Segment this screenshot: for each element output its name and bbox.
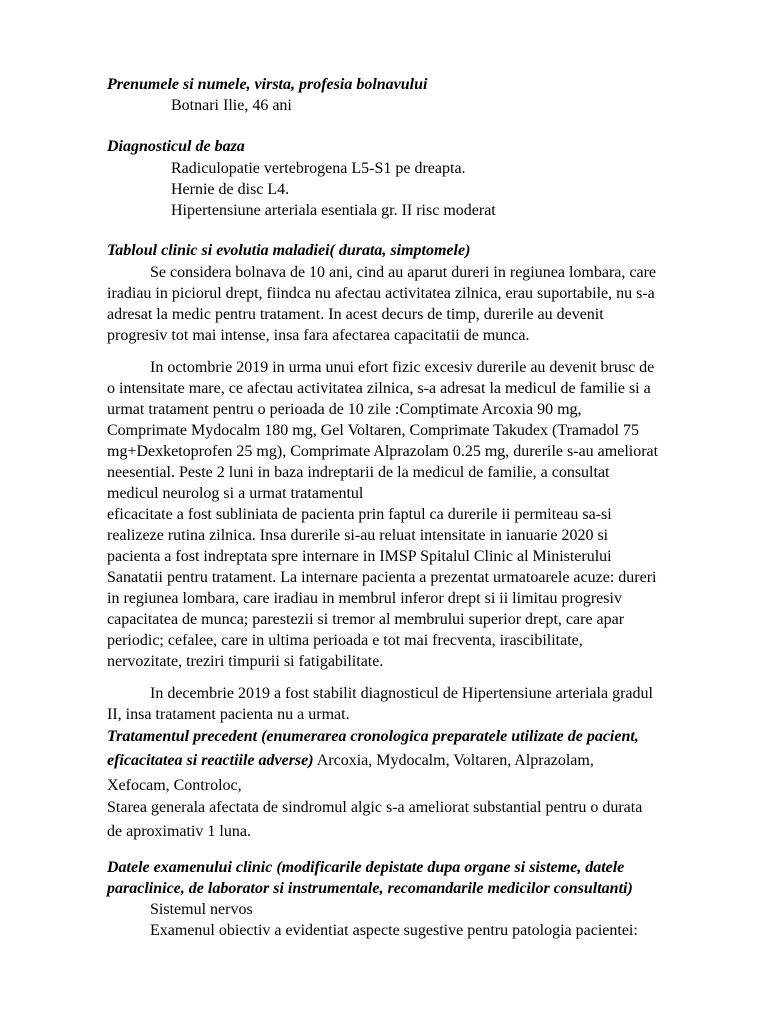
- clinical-text-line: mg+Dexketoprofen 25 mg), Comprimate Alprazolam 0.25 mg, durerile s-au ameliorat: [107, 443, 659, 460]
- clinical-text-line: nervozitate, treziri timpurii si fatigabilitate.: [107, 653, 384, 670]
- clinical-text-line: eficacitate a fost subliniata de pacienta prin faptul ca durerile ii permiteau sa-si: [107, 506, 612, 523]
- diagnosis-line: Hernie de disc L4.: [171, 181, 290, 198]
- clinical-text-line: medicul neurolog si a urmat tratamentul: [107, 485, 364, 502]
- clinical-text-line: pacienta a fost indreptata spre internare in IMSP Spitalul Clinic al Ministerului: [107, 548, 612, 565]
- treatment-text-line: de aproximativ 1 luna.: [107, 823, 251, 840]
- clinical-text-line: In decembrie 2019 a fost stabilit diagnosticul de Hipertensiune arteriala gradul: [150, 685, 653, 702]
- treatment-drug-list: Arcoxia, Mydocalm, Voltaren, Alprazolam,: [313, 752, 594, 769]
- clinical-text-line: Comprimate Mydocalm 180 mg, Gel Voltaren, Comprimate Takudex (Tramadol 75: [107, 422, 639, 439]
- clinical-text-line: iradiau in piciorul drept, fiindca nu afectau activitatea zilnica, erau suportabile, nu s-a: [107, 285, 655, 302]
- clinical-text-line: Se considera bolnava de 10 ani, cind au aparut dureri in regiunea lombara, care: [150, 264, 657, 281]
- exam-heading: Datele examenului clinic (modificarile depistate dupa organe si sisteme, datele: [107, 859, 625, 876]
- clinical-text-line: adresat la medic pentru tratament. In acest decurs de timp, durerile au devenit: [107, 306, 604, 323]
- clinical-text-line: neesential. Peste 2 luni in baza indreptarii de la medicul de familie, a consultat: [107, 464, 610, 481]
- clinical-text-line: o intensitate mare, ce afectau activitatea zilnica, s-a adresat la medicul de familie si a: [107, 380, 651, 397]
- patient-value: Botnari Ilie, 46 ani: [171, 97, 292, 114]
- clinical-heading: Tabloul clinic si evolutia maladiei( durata, simptomele): [107, 242, 471, 259]
- treatment-text-line: Starea generala afectata de sindromul algic s-a ameliorat substantial pentru o durata: [107, 799, 643, 816]
- exam-text-line: Examenul obiectiv a evidentiat aspecte sugestive pentru patologia pacientei:: [150, 922, 638, 939]
- clinical-text-line: urmat tratament pentru o perioada de 10 zile :Comptimate Arcoxia 90 mg,: [107, 401, 582, 418]
- clinical-text-line: II, insa tratament pacienta nu a urmat.: [107, 706, 350, 723]
- patient-heading: Prenumele si numele, virsta, profesia bolnavului: [107, 76, 428, 93]
- diagnosis-line: Hipertensiune arteriala esentiala gr. II risc moderat: [171, 202, 496, 219]
- clinical-text-line: periodic; cefalee, care in ultima perioada e tot mai frecventa, irascibilitate,: [107, 632, 583, 649]
- clinical-text-line: realizeze rutina zilnica. Insa durerile si-au reluat intensitate in ianuarie 2020 si: [107, 527, 609, 544]
- treatment-heading-part: eficacitatea si reactiile adverse): [107, 752, 314, 769]
- treatment-heading-line: [107, 751, 747, 771]
- clinical-text-line: Sanatatii pentru tratament. La internare pacienta a prezentat urmatoarele acuze: dureri: [107, 569, 657, 586]
- exam-heading-line: paraclinice, de laborator si instrumentale, recomandarile medicilor consultanti): [107, 880, 633, 897]
- diagnosis-heading: Diagnosticul de baza: [107, 138, 245, 155]
- diagnosis-line: Radiculopatie vertebrogena L5-S1 pe dreapta.: [171, 160, 466, 177]
- treatment-text-line: Xefocam, Controloc,: [107, 777, 242, 794]
- treatment-heading: Tratamentul precedent (enumerarea cronologica preparatele utilizate de pacient,: [107, 728, 639, 745]
- clinical-text-line: in regiunea lombara, care iradiau in membrul inferor drept si ii limitau progresiv: [107, 590, 622, 607]
- exam-text-line: Sistemul nervos: [150, 901, 253, 918]
- clinical-text-line: capacitatea de munca; parestezii si tremor al membrului superior drept, care apar: [107, 611, 625, 628]
- clinical-text-line: In octombrie 2019 in urma unui efort fizic excesiv durerile au devenit brusc de: [150, 359, 655, 376]
- clinical-text-line: progresiv tot mai intense, insa fara afectarea capacitatii de munca.: [107, 327, 530, 344]
